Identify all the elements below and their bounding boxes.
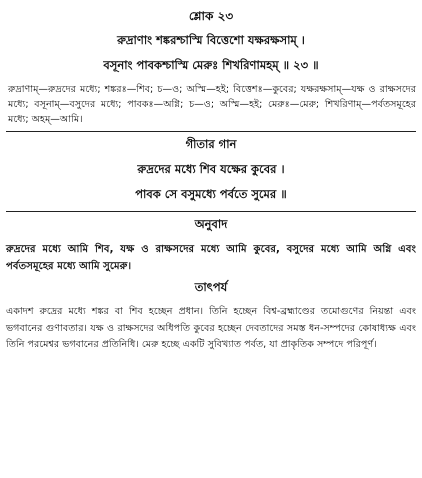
verse-line-1: রুদ্রাণাং শঙ্করশ্চাস্মি বিত্তেশো যক্ষরক্ষসাম্ । [117, 33, 305, 47]
verse-title: শ্লোক ২৩ [188, 9, 234, 23]
purport-text: একাদশ রুদ্রের মধ্যে শঙ্কর বা শিব হচ্ছেন প্রধান। তিনি হচ্ছেন বিশ্ব-ব্রহ্মাণ্ডের তমোগুণের নিয়ন্তা এবং ভগবানের গুণাবতার। যক্ষ ও রাক্ষসদের অধিপতি কুবের হচ্ছেন দেবতাদের সমস্ত ধন-সম্পদের কোষাধ্যক্ষ এবং তিনি পরমেশ্বর ভগবানের প্রতিনিধি। মেরু হচ্ছে একটি সুবিখ্যাত পর্বত, যা প্রাকৃতিক সম্পদে পরিপূর্ণ। [6, 306, 416, 350]
song-line-2: পাবক সে বসুমধ্যে পর্বতে সুমের ॥ [135, 187, 287, 201]
purport-title: তাৎপর্য [194, 280, 228, 294]
synonyms-text: রুদ্রাণাম্—রুদ্রদের মধ্যে; শঙ্করঃ—শিব; চ—ও; অস্মি—হই; বিত্তেশঃ—কুবের; যক্ষরক্ষসাম্—যক্ষ ও রাক্ষসদের মধ্যে; বসূনাম্—বসুদের মধ্যে; পাবকঃ—অগ্নি; চ—ও; অস্মি—হই; মেরুঃ—মেরু; শিখরিণাম্—পর্বতসমূহের মধ্যে; অহম্—আমি। [8, 84, 416, 125]
divider [6, 131, 416, 132]
divider [6, 211, 416, 212]
song-title: গীতার গান [185, 137, 237, 151]
translation-text: রুদ্রদের মধ্যে আমি শিব, যক্ষ ও রাক্ষসদের মধ্যে আমি কুবের, বসুদের মধ্যে আমি অগ্নি এবং পর্বতসমূহের মধ্যে আমি সুমেরু। [6, 244, 416, 272]
song-line-1: রুদ্রদের মধ্যে শিব যক্ষের কুবের । [137, 162, 285, 176]
translation-title: অনুবাদ [194, 217, 228, 231]
verse-line-2: বসূনাং পাবকশ্চাস্মি মেরুঃ শিখরিণামহম্ ॥ ২৩ ॥ [103, 58, 319, 72]
